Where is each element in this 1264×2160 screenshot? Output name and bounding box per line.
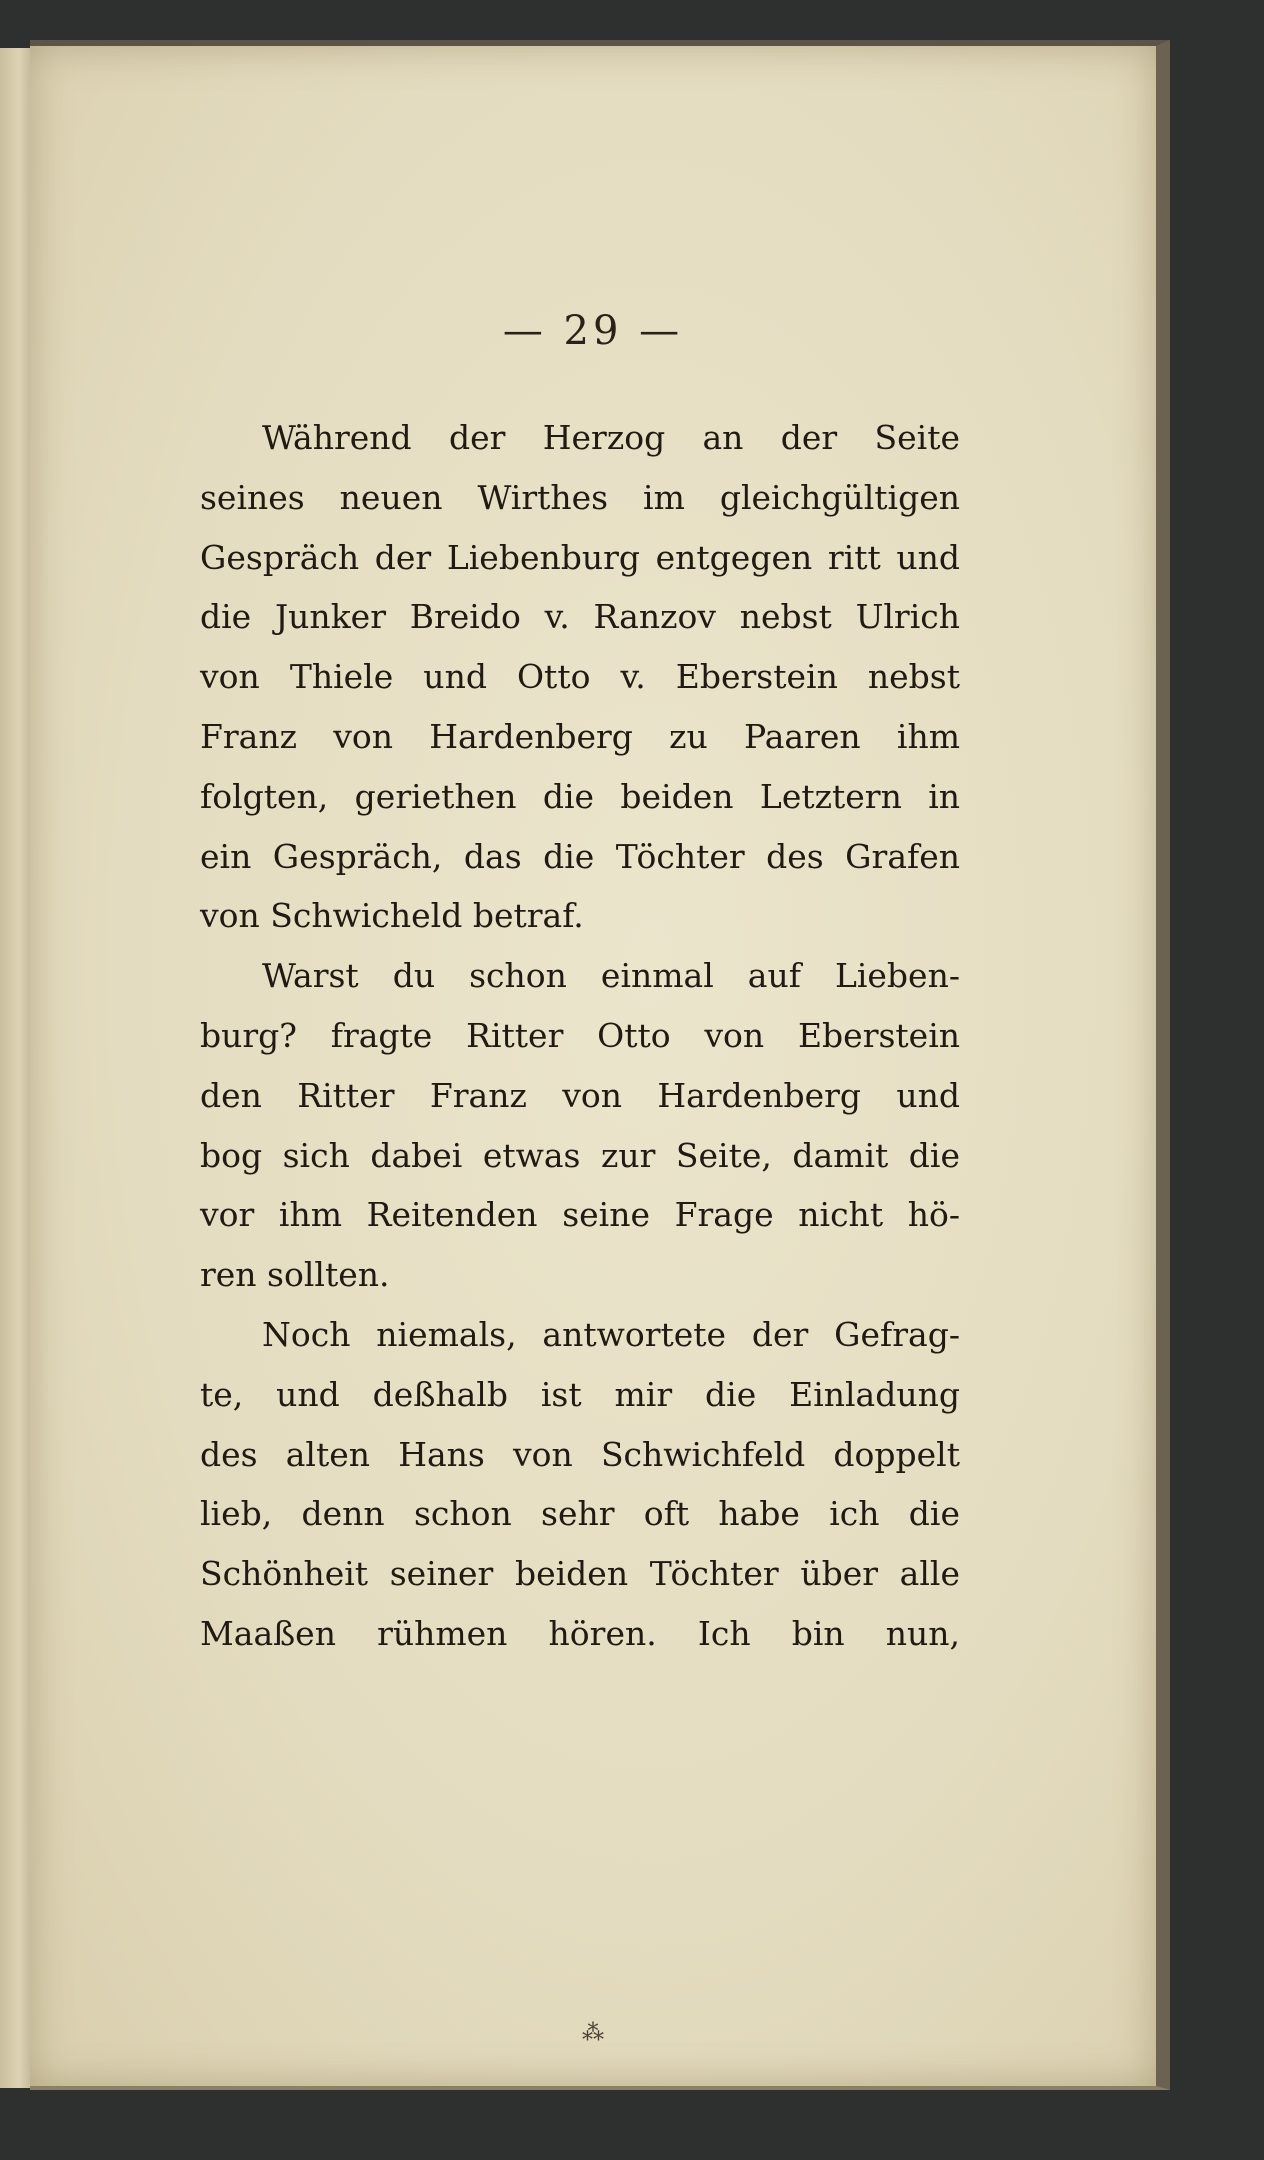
paragraph-2 (200, 946, 960, 1305)
text-line: Während der Herzog an der Seite (262, 418, 960, 457)
page-number: — 29 — (502, 308, 684, 354)
paragraph-1 (200, 408, 960, 946)
text-line: folgten, geriethen die beiden Letztern in (200, 776, 960, 816)
text-line: ren sollten. (200, 1255, 390, 1295)
text-line: Warst du schon einmal auf Lieben- (262, 956, 960, 996)
text-line: die Junker Breido v. Ranzov nebst Ulrich (200, 597, 960, 637)
text-line: von Schwicheld betraf. (200, 896, 584, 936)
text-line: von Thiele und Otto v. Eberstein nebst (200, 657, 960, 697)
text-line: Gespräch der Liebenburg entgegen ritt und (200, 537, 960, 577)
text-line: Maaßen rühmen hören. Ich bin nun, (200, 1613, 960, 1653)
paragraph-3 (200, 1305, 960, 1664)
printer-ornament-icon: ⁂ (582, 2021, 604, 2046)
body-text (200, 408, 960, 1664)
text-line: ein Gespräch, das die Töchter des Grafen (200, 836, 960, 876)
text-line: lieb, denn schon sehr oft habe ich die (200, 1494, 960, 1534)
text-line: des alten Hans von Schwichfeld doppelt (200, 1434, 960, 1474)
text-line: Franz von Hardenberg zu Paaren ihm (200, 716, 960, 756)
text-line: te, und deßhalb ist mir die Einladung (200, 1374, 960, 1414)
text-line: Noch niemals, antwortete der Gefrag- (262, 1314, 960, 1354)
text-line: seines neuen Wirthes im gleichgültigen (200, 477, 960, 517)
text-line: vor ihm Reitenden seine Frage nicht hö- (200, 1195, 960, 1235)
book-page (30, 40, 1170, 2090)
text-line: bog sich dabei etwas zur Seite, damit die (200, 1135, 960, 1175)
book-left-edge (0, 48, 34, 2088)
text-line: burg? fragte Ritter Otto von Eberstein (200, 1015, 960, 1055)
text-line: den Ritter Franz von Hardenberg und (200, 1075, 960, 1115)
text-line: Schönheit seiner beiden Töchter über alle (200, 1554, 960, 1594)
